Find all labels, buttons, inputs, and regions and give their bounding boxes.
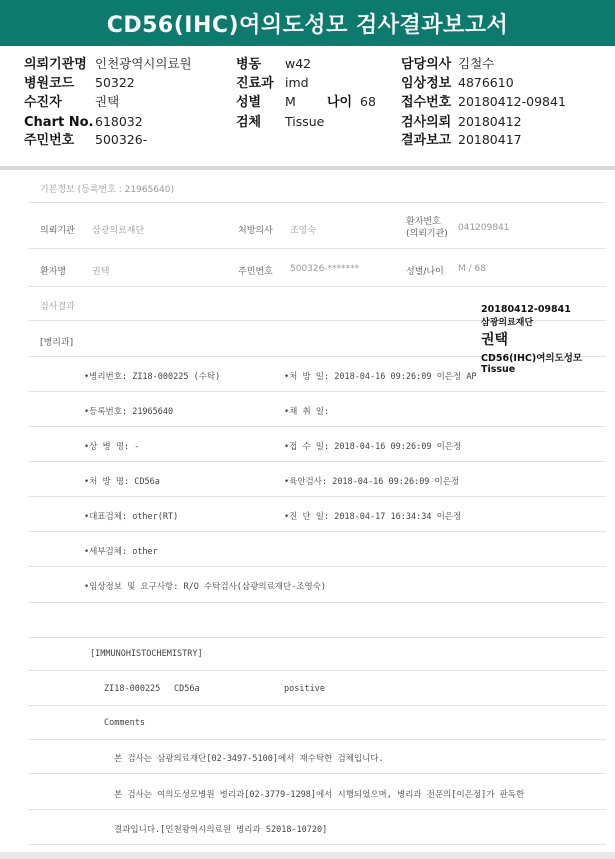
page-bottom-edge	[0, 852, 615, 859]
header-field-request-date: 검사의뢰	[401, 115, 452, 130]
header-field-doctor: 담당의사	[401, 57, 452, 72]
divider	[28, 496, 606, 497]
field-order-name: •처 방 명: CD56a	[84, 477, 160, 487]
divider	[28, 461, 606, 462]
field-clinical-info: •임상정보 및 요구사항: R/O 수탁검사(삼광의료재단-조영숙)	[84, 582, 327, 592]
value-prescriber: 조영숙	[290, 226, 317, 236]
header-value-request-date: 20180412	[458, 114, 522, 129]
header-field-institution: 의뢰기관명	[24, 57, 87, 72]
divider	[28, 844, 606, 845]
result-title: 검사결과	[40, 302, 75, 312]
sticker-receipt-no: 20180412-09841	[481, 304, 571, 315]
divider	[28, 739, 606, 740]
field-main-specimen: •대표검체: other(RT)	[84, 512, 179, 522]
header-value-patient: 권택	[95, 94, 120, 109]
header-value-department: imd	[285, 75, 309, 90]
comment-line-1: 본 검사는 삼광의료재단[02-3497-5100]에서 재수탁한 검체입니다.	[114, 754, 384, 764]
value-patient-name: 권택	[92, 267, 110, 277]
section-pathology: [병리과]	[40, 338, 74, 348]
specimen-label-sticker	[481, 304, 611, 375]
ihc-header: [IMMUNOHISTOCHEMISTRY]	[90, 649, 203, 659]
header-value-doctor: 김철수	[458, 56, 495, 71]
header-value-sex: M	[285, 94, 296, 109]
field-order-date: •처 방 일: 2018-04-16 09:26:09 이은정 AP	[284, 372, 477, 382]
header-value-age: 68	[360, 94, 376, 109]
divider	[28, 248, 606, 249]
field-gross-exam: •육안검사: 2018-04-16 09:26:09 이은정	[284, 477, 460, 487]
label-patient-name: 환자명	[40, 267, 67, 277]
header-value-institution: 인천광역시의료원	[95, 56, 192, 71]
value-institution: 삼광의료재단	[92, 226, 145, 236]
header-field-ward: 병동	[236, 57, 262, 72]
comment-line-2: 본 검사는 여의도성모병원 병리과[02-3779-1298]에서 시행되었으며, 병리과 전문의[이은정]가 판독한	[114, 790, 525, 800]
sticker-patient-name: 권택	[481, 332, 509, 348]
header-field-hospital-code: 병원코드	[24, 76, 75, 91]
scanned-report	[28, 172, 606, 852]
field-diagnosis-date: •진 단 일: 2018-04-17 16:34:34 이은정	[284, 512, 462, 522]
header-field-resident-no: 주민번호	[24, 133, 75, 148]
header-field-department: 진료과	[236, 76, 274, 91]
sticker-test-name: CD56(IHC)여의도성모	[481, 353, 583, 364]
header-divider	[0, 166, 615, 170]
header-value-ward: w42	[285, 56, 312, 71]
label-prescriber: 처방의사	[238, 226, 273, 236]
sticker-institution: 삼광의료재단	[481, 318, 534, 328]
field-collection-date: •채 취 일:	[284, 407, 330, 417]
value-resident-no: 500326-*******	[290, 264, 360, 274]
header-value-clinical-info: 4876610	[458, 75, 514, 90]
header-field-receipt-no: 접수번호	[401, 95, 452, 110]
divider	[28, 566, 606, 567]
value-patient-no: 041209841	[458, 223, 510, 233]
header-field-sex: 성별	[236, 95, 262, 110]
field-pathology-no: •병리번호: ZI18-000225 (수탁)	[84, 372, 221, 382]
header-field-age: 나이	[327, 95, 353, 110]
header-field-report-date: 결과보고	[401, 133, 452, 148]
header-value-hospital-code: 50322	[95, 75, 135, 90]
basic-info-label: 기본정보 (등록번호 : 21965640)	[40, 185, 174, 195]
label-patient-no: 환자번호 (의뢰기관)	[406, 217, 448, 239]
divider	[28, 705, 606, 706]
header-field-chart-no: Chart No.	[24, 115, 94, 130]
divider	[28, 202, 606, 203]
label-resident-no: 주민번호	[238, 267, 273, 277]
comment-line-3: 결과입니다.[인천광역시의료원 병리과 S2018-10720]	[114, 825, 328, 835]
header-value-report-date: 20180417	[458, 132, 522, 147]
header-value-chart-no: 618032	[95, 114, 143, 129]
header-value-receipt-no: 20180412-09841	[458, 94, 566, 109]
label-sex-age: 성별/나이	[406, 267, 444, 277]
header-value-specimen: Tissue	[285, 114, 325, 129]
label-institution: 의뢰기관	[40, 226, 75, 236]
divider	[28, 670, 606, 671]
divider	[28, 426, 606, 427]
field-sub-specimen: •세부검체: other	[84, 547, 158, 557]
divider	[28, 391, 606, 392]
sticker-specimen: Tissue	[481, 364, 516, 375]
divider	[28, 773, 606, 774]
header-value-resident-no: 500326-	[95, 132, 148, 147]
ihc-pathology-id: ZI18-000225	[104, 684, 161, 694]
field-diagnosis-name: •상 병 명: -	[84, 442, 140, 452]
divider	[28, 531, 606, 532]
divider	[28, 809, 606, 810]
field-registration-no: •등록번호: 21965640	[84, 407, 174, 417]
divider	[28, 602, 606, 603]
divider	[28, 637, 606, 638]
ihc-marker: CD56a	[174, 684, 200, 694]
value-sex-age: M / 68	[458, 264, 486, 274]
header-field-patient: 수진자	[24, 95, 62, 110]
comments-label: Comments	[104, 718, 145, 728]
ihc-result: positive	[284, 684, 325, 694]
report-title: CD56(IHC)여의도성모 검사결과보고서	[0, 0, 615, 46]
field-receipt-date: •접 수 일: 2018-04-16 09:26:09 이은정	[284, 442, 462, 452]
divider	[28, 286, 606, 287]
header-field-clinical-info: 임상정보	[401, 76, 452, 91]
report-header	[0, 46, 615, 166]
header-field-specimen: 검체	[236, 115, 262, 130]
